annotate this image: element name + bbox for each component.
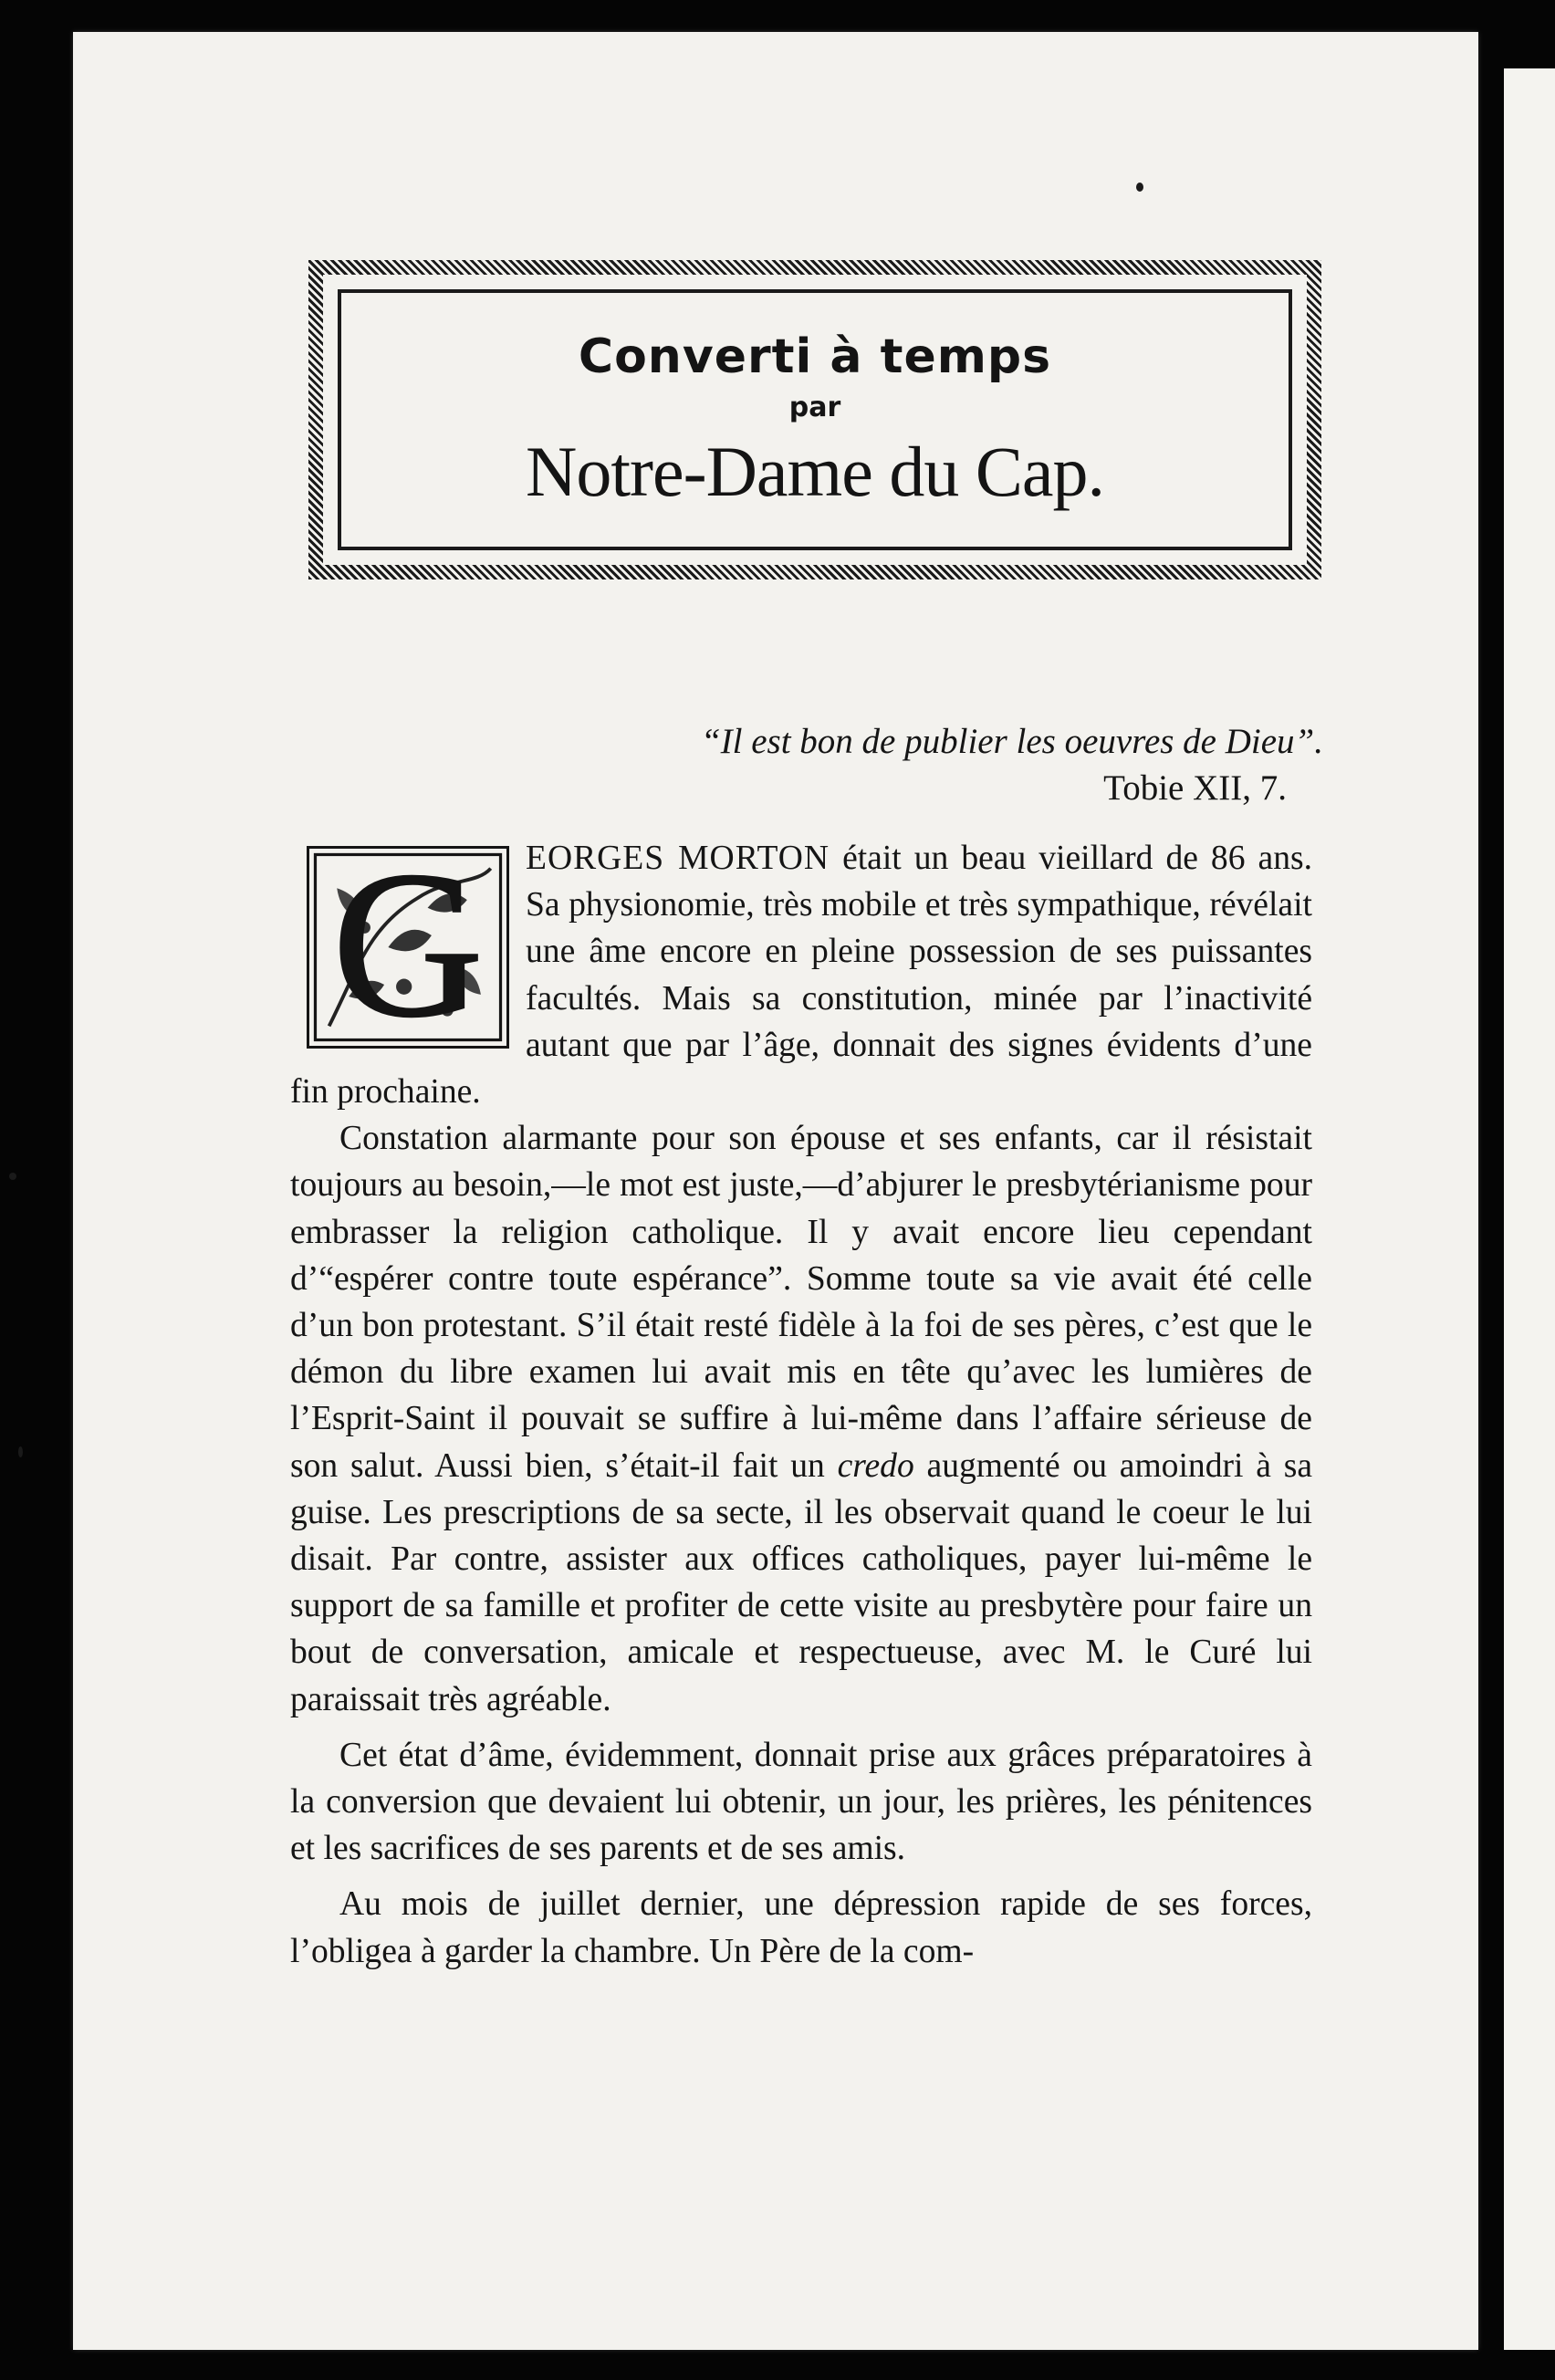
scan-speck xyxy=(18,1446,23,1457)
title-line-2: par xyxy=(788,391,841,423)
scan-speck xyxy=(9,1173,16,1180)
paragraph-2 xyxy=(290,1115,1312,1723)
paragraph-1 xyxy=(290,828,1313,1115)
epigraph xyxy=(602,721,1323,809)
epigraph-quote: “Il est bon de publier les oeuvres de Dieu”. xyxy=(700,722,1323,761)
title-line-1: Converti à temps xyxy=(578,329,1052,384)
opening-name: EORGES MORTON xyxy=(526,840,830,877)
title-inner-border xyxy=(338,289,1292,550)
paragraph-2-italic: credo xyxy=(837,1446,914,1485)
title-frame xyxy=(308,260,1321,579)
paragraph-3: Cet état d’âme, évidemment, donnait prise aux grâces préparatoires à la conversion que devaient lui obtenir, un jour, les prières, les pénitences et les sacrifices de ses parents et de ses amis. xyxy=(290,1736,1312,1868)
scan-speck xyxy=(1136,183,1143,192)
paragraph-1-text: était un beau vieillard de 86 ans. Sa physionomie, très mobile et très sympathique, révélait une âme encore en pleine possession de ses puissantes facultés. Mais sa constitution, minée par l’inactivité autant que par l’âge, donnait des signes évidents d’une fin prochaine. xyxy=(290,840,1313,1112)
dropcap-letter: G xyxy=(331,828,485,1060)
paragraph-2-text: Constation alarmante pour son épouse et ses enfants, car il résistait toujours au besoin,—le mot est juste,—d’abjurer le presbytérianisme pour embrasser la religion catholique. Il y avait encore lieu cependant d’“espérer contre toute espérance”. Somme toute sa vie avait été celle d’un bon protestant. S’il était resté fidèle à la foi de ses pères, c’est que le démon du libre examen lui avait mis en tête qu’avec les lumières de l’Esprit-Saint il pouvait se suffire à lui-même dans l’affaire sérieuse de son salut. Aussi bien, s’était-il fait un xyxy=(290,1120,1312,1485)
title-line-3: Notre-Dame du Cap. xyxy=(526,432,1104,511)
article-body xyxy=(290,828,1313,1975)
ornamental-dropcap xyxy=(307,828,509,1060)
adjacent-page-edge xyxy=(1504,68,1555,2350)
paragraph-4: Au mois de juillet dernier, une dépression rapide de ses forces, l’obligea à garder la chambre. Un Père de la com- xyxy=(290,1885,1312,1970)
paragraph-2-text-rest: augmenté ou amoindri à sa guise. Les prescriptions de sa secte, il les observait quand le coeur le lui disait. Par contre, assister aux offices catholiques, payer lui-même le support de sa famille et profiter de cette visite au presbytère pour faire un bout de conversation, amicale et respectueuse, avec M. le Curé lui paraissait très agréable. xyxy=(290,1446,1313,1718)
epigraph-reference: Tobie XII, 7. xyxy=(1103,768,1287,808)
